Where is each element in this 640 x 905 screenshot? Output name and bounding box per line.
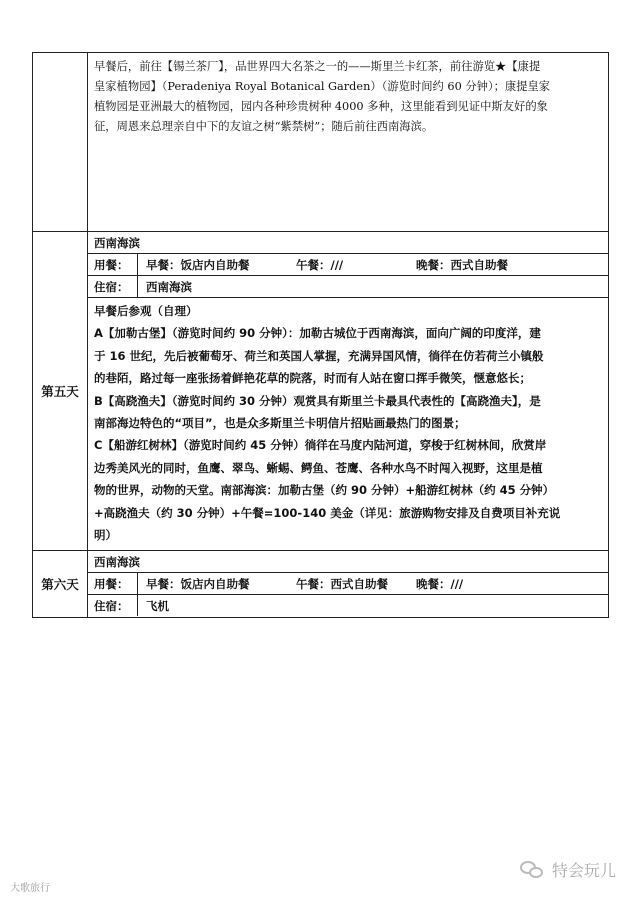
day5-meals bbox=[88, 254, 608, 276]
detail-line: 明） bbox=[94, 528, 117, 543]
watermark-left: 大歌旅行 bbox=[10, 883, 50, 894]
hotel-label: 住宿： bbox=[88, 276, 138, 297]
intro-cell bbox=[88, 53, 609, 232]
day5-details bbox=[88, 297, 608, 550]
itinerary-table bbox=[32, 52, 609, 618]
detail-line: 的巷陌，路过每一座张扬着鲜艳花草的院落，时而有人站在窗口挥手微笑，惬意悠长； bbox=[94, 371, 531, 386]
hotel-value: 飞机 bbox=[146, 598, 169, 613]
day5-hotel bbox=[88, 276, 608, 297]
breakfast: 早餐：饭店内自助餐 bbox=[146, 576, 250, 591]
day5-route: 西南海滨 bbox=[88, 232, 608, 254]
meals-label: 用餐： bbox=[88, 573, 138, 594]
lunch: 午餐：西式自助餐 bbox=[296, 576, 388, 591]
day6-hotel bbox=[88, 595, 608, 616]
intro-line: 早餐后，前往【锡兰茶厂】，品世界四大名茶之一的——斯里兰卡红茶，前往游览★【康提 bbox=[94, 60, 541, 73]
day5-label: 第五天 bbox=[33, 232, 88, 551]
detail-line: 南部海边特色的“项目”，也是众多斯里兰卡明信片招贴画最热门的图景； bbox=[94, 416, 466, 431]
detail-line: 边秀美风光的同时，鱼鹰、翠鸟、蜥蜴、鳄鱼、苍鹰、各种水鸟不时闯入视野，这里是植 bbox=[94, 460, 543, 475]
dinner: 晚餐：/// bbox=[416, 576, 464, 591]
wechat-icon bbox=[520, 859, 546, 881]
detail-line: 物的世界，动物的天堂。南部海滨：加勒古堡（约 90 分钟）+船游红树林（约 45 分钟） bbox=[94, 483, 555, 498]
detail-line: A【加勒古堡】（游览时间约 90 分钟）：加勒古城位于西南海滨，面向广阔的印度洋，建 bbox=[94, 326, 541, 341]
intro-line: 植物园是亚洲最大的植物园，园内各种珍贵树种 4000 多种，这里能看到见证中斯友好的象 bbox=[94, 100, 548, 113]
detail-line: B【高跷渔夫】（游览时间约 30 分钟）观赏具有斯里兰卡最具代表性的【高跷渔夫】，是 bbox=[94, 393, 541, 408]
meals-label: 用餐： bbox=[88, 254, 138, 275]
day5-content bbox=[88, 232, 609, 551]
brand-watermark bbox=[520, 858, 616, 881]
meals-values bbox=[138, 576, 463, 592]
day5-row bbox=[33, 232, 609, 551]
intro-row bbox=[33, 53, 609, 232]
detail-line: +高跷渔夫（约 30 分钟）+午餐=100-140 美金（详见：旅游购物安排及自费项目补充说 bbox=[94, 505, 561, 520]
day6-row bbox=[33, 551, 609, 618]
intro-line: 皇家植物园】（Peradeniya Royal Botanical Garden）（游览时间约 60 分钟）；康提皇家 bbox=[94, 80, 551, 93]
lunch: 午餐：/// bbox=[296, 257, 344, 272]
meals-values bbox=[138, 257, 508, 273]
brand-name: 特会玩儿 bbox=[551, 861, 616, 880]
hotel-value: 西南海滨 bbox=[146, 279, 192, 294]
hotel-label: 住宿： bbox=[88, 595, 138, 616]
detail-line: 于 16 世纪，先后被葡萄牙、荷兰和英国人掌握，充满异国风情，徜徉在仿若荷兰小镇般 bbox=[94, 348, 544, 363]
day6-content bbox=[88, 551, 609, 618]
intro-text bbox=[88, 53, 608, 231]
breakfast: 早餐：饭店内自助餐 bbox=[146, 257, 250, 272]
detail-line: C【船游红树林】（游览时间约 45 分钟）徜徉在马度内陆河道，穿梭于红树林间，欣赏岸 bbox=[94, 438, 547, 453]
itinerary-sheet bbox=[32, 52, 609, 618]
dinner: 晚餐：西式自助餐 bbox=[416, 257, 508, 272]
day6-label: 第六天 bbox=[33, 551, 88, 618]
detail-line: 早餐后参观（自理） bbox=[94, 304, 198, 318]
day-cell-empty bbox=[33, 53, 88, 232]
day6-meals bbox=[88, 573, 608, 595]
day6-route: 西南海滨 bbox=[88, 551, 608, 573]
intro-line: 征，周恩来总理亲自中下的友谊之树“紫禁树”；随后前往西南海滨。 bbox=[94, 120, 434, 133]
day5-summary bbox=[88, 232, 608, 297]
